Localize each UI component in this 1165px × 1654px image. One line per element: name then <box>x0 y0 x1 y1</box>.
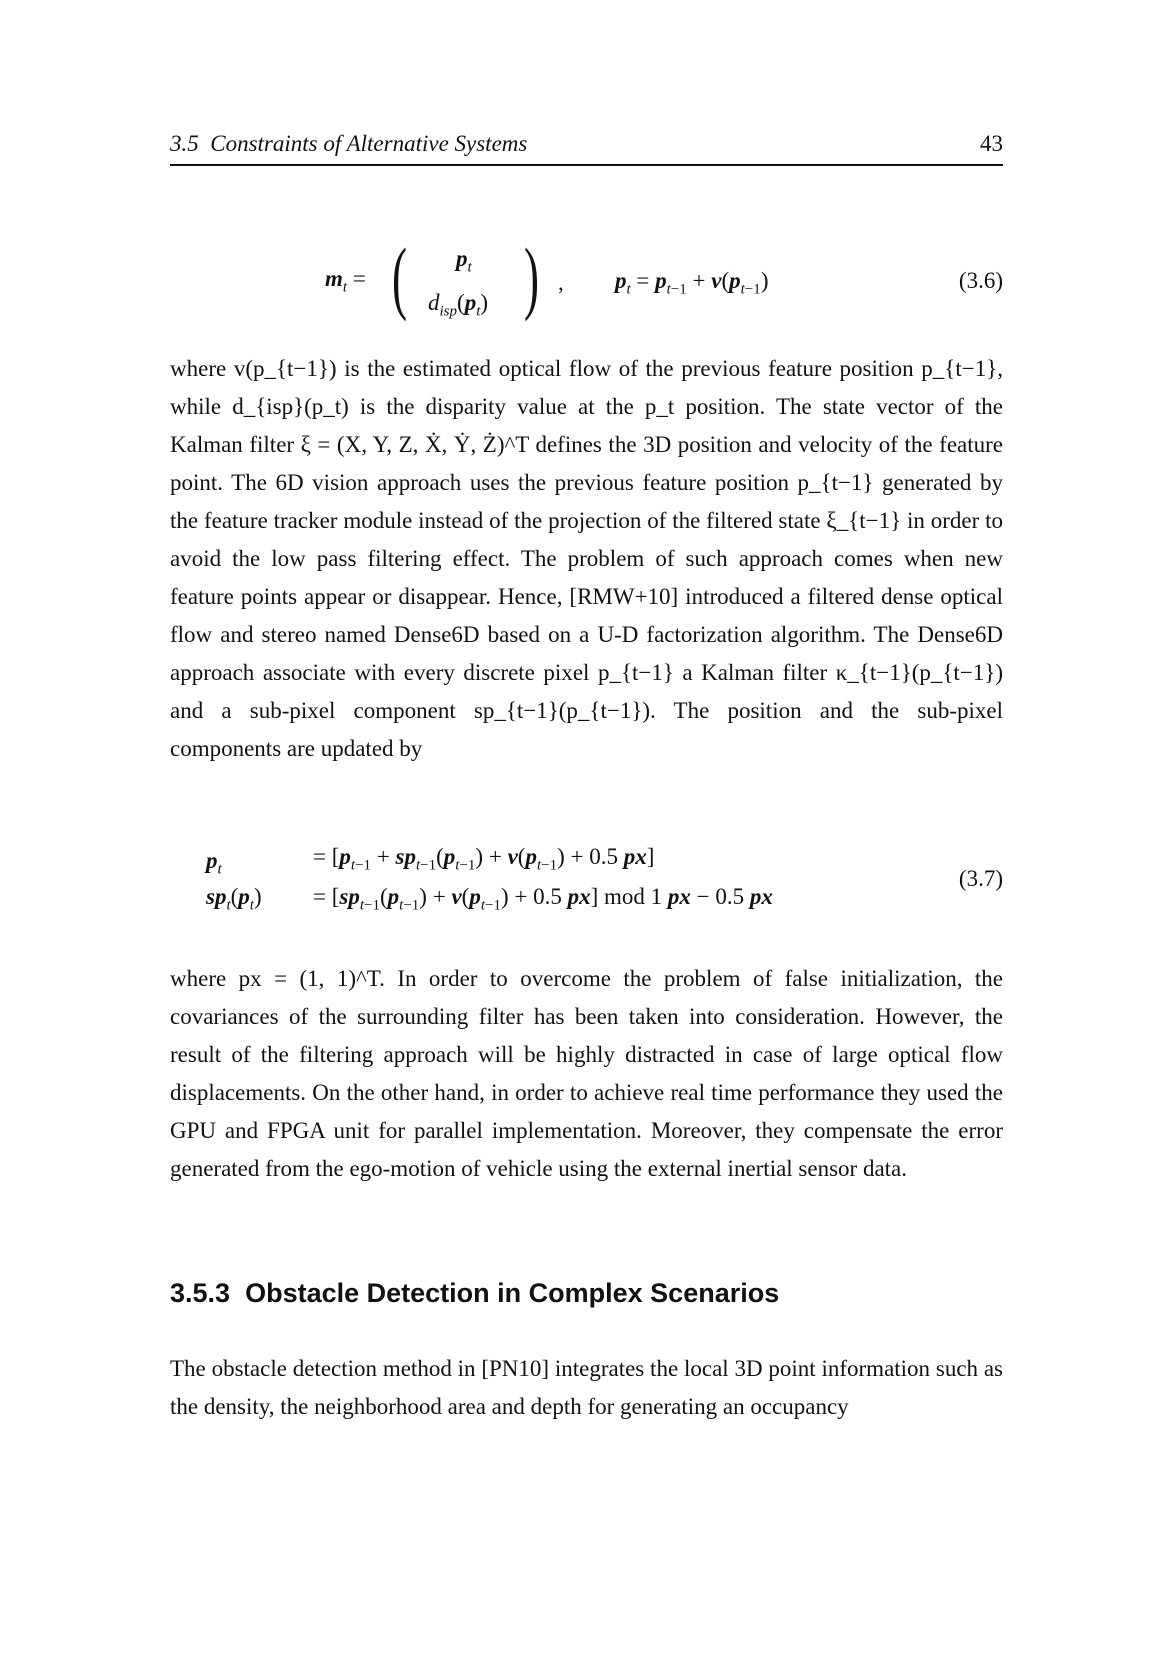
page-number: 43 <box>980 131 1003 156</box>
paragraph: where v(p_{t−1}) is the estimated optical flow of the previous feature position p_{t−1}, while d_{isp}(p_t) is the disparity value at the p_t position. The state vector of the Kalman filter ξ = (X, Y, Z, Ẋ, Ẏ, Ż)^T defines the 3D position and velocity of the feature point. The 6D vision approach uses the previous feature position p_{t−1} generated by the feature tracker module instead of the projection of the filtered state ξ_{t−1} in order to avoid the low pass filtering effect. The problem of such approach comes when new feature points appear or disappear. Hence, [RMW+10] introduced a filtered dense optical flow and stereo named Dense6D based on a U-D factorization algorithm. The Dense6D approach associate with every discrete pixel p_{t−1} a Kalman filter κ_{t−1}(p_{t−1}) and a sub-pixel component sp_{t−1}(p_{t−1}). The position and the sub-pixel components are updated by <box>170 356 1003 761</box>
header-title: 3.5 Constraints of Alternative Systems <box>170 131 528 156</box>
paragraph: where px = (1, 1)^T. In order to overcome the problem of false initialization, the covariances of the surrounding filter has been taken into consideration. However, the result of the filtering approach will be highly distracted in case of large optical flow displacements. On the other hand, in order to achieve real time performance they used the GPU and FPGA unit for parallel implementation. Moreover, they compensate the error generated from the ego-motion of vehicle using the external inertial sensor data. <box>170 966 1003 1181</box>
equation-number: (3.7) <box>958 866 1003 891</box>
paragraph: The obstacle detection method in [PN10] integrates the local 3D point information such as the density, the neighborhood area and depth for generating an occupancy <box>170 1356 1003 1419</box>
running-header <box>170 128 1003 166</box>
equation-number: (3.6) <box>958 268 1003 293</box>
section-heading: 3.5.3 Obstacle Detection in Complex Scenarios <box>170 1278 780 1308</box>
